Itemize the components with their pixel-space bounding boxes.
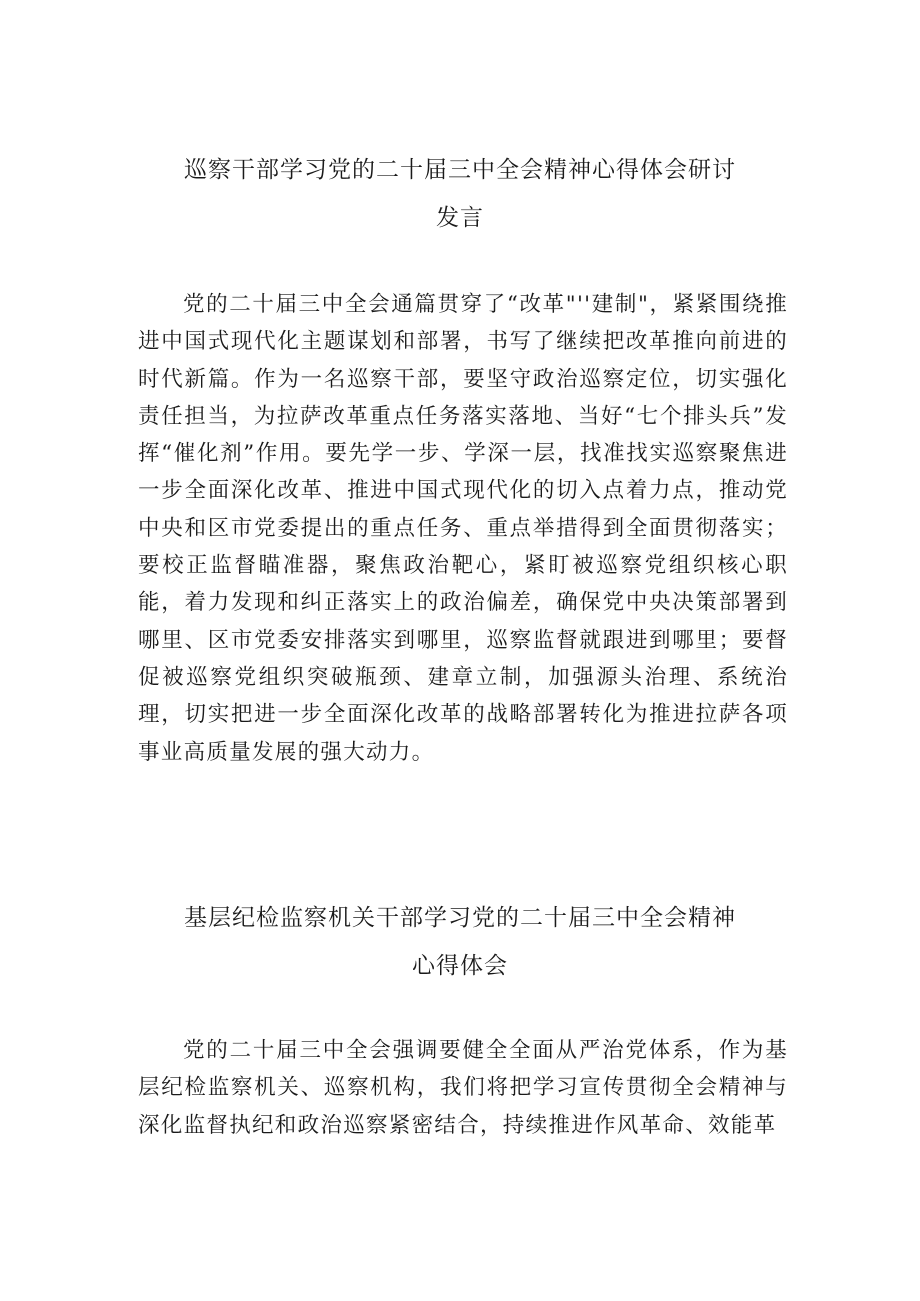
section-1-title xyxy=(0,146,920,242)
section-1-title-line-1: 巡察干部学习党的二十届三中全会精神心得体会研讨 xyxy=(184,157,736,183)
section-1-body: 党的二十届三中全会通篇贯穿了“改革"''建制"，紧紧围绕推进中国式现代化主题谋划和部署，书写了继续把改革推向前进的时代新篇。作为一名巡察干部，要坚守政治巡察定位，切实强化责任担当，为拉萨改革重点任务落实落地、当好“七个排头兵”发挥“催化剂”作用。要先学一步、学深一层，找准找实巡察聚焦进一步全面深化改革、推进中国式现代化的切入点着力点，推动党中央和区市党委提出的重点任务、重点举措得到全面贯彻落实；要校正监督瞄准器，聚焦政治靶心，紧盯被巡察党组织核心职能，着力发现和纠正落实上的政治偏差，确保党中央决策部署到哪里、区市党委安排落实到哪里，巡察监督就跟进到哪里；要督促被巡察党组织突破瓶颈、建章立制，加强源头治理、系统治理，切实把进一步全面深化改革的战略部署转化为推进拉萨各项事业高质量发展的强大动力。 xyxy=(138,292,788,765)
section-1-title-line-2: 发言 xyxy=(436,205,484,231)
section-2-body: 党的二十届三中全会强调要健全全面从严治党体系，作为基层纪检监察机关、巡察机构，我们将把学习宣传贯彻全会精神与深化监督执纪和政治巡察紧密结合，持续推进作风革命、效能革 xyxy=(138,1038,788,1138)
section-2-title-line-2: 心得体会 xyxy=(412,953,508,979)
section-2-title xyxy=(0,894,920,990)
section-2-title-line-1: 基层纪检监察机关干部学习党的二十届三中全会精神 xyxy=(184,905,736,931)
